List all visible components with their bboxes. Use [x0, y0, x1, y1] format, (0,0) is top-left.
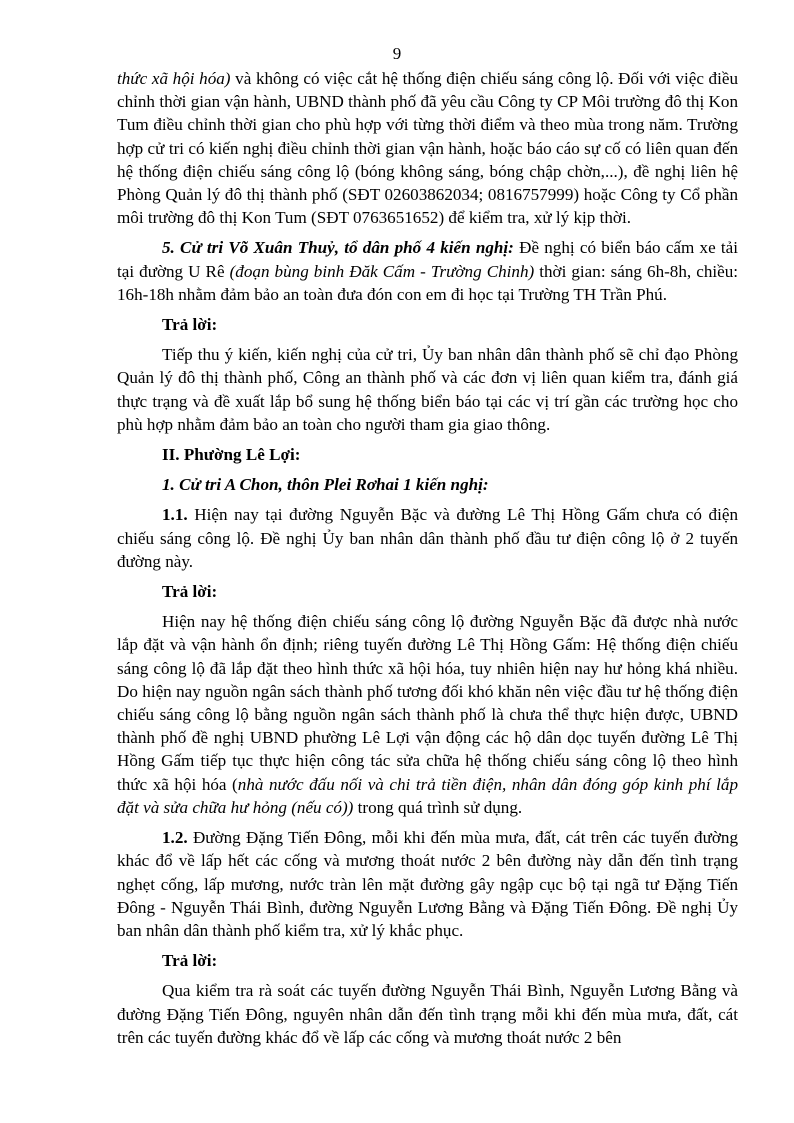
- answer-5-label: Trả lời:: [162, 315, 218, 335]
- page-body: [117, 67, 738, 1049]
- question-1-1-number: 1.1.: [162, 505, 188, 525]
- answer-1-1: [117, 610, 738, 819]
- question-1-1: [117, 503, 738, 573]
- intro-italic: thức xã hội hóa): [117, 69, 231, 88]
- answer-1-1-text-1: Hiện nay hệ thống điện chiếu sáng công lộ đường Nguyễn Bặc đã được nhà nước lắp đặt và vận hành ổn định; riêng tuyến đường Lê Thị Hồng Gấm: Hệ thống điện chiếu sáng công lộ đã lắp đặt theo hình thức xã hội hóa, tuy nhiên hiện nay hư hỏng khá nhiều. Do hiện nay nguồn ngân sách thành phố tương đối khó khăn nên việc đầu tư hệ thống điện chiếu sáng công lộ bằng nguồn ngân sách thành phố là chưa thể thực hiện được, UBND thành phố đề nghị UBND phường Lê Lợi vận động các hộ dân dọc tuyến đường Lê Thị Hồng Gấm tiếp tục thực hiện công tác sửa chữa hệ thống chiếu sáng công lộ theo hình thức xã hội hóa (: [117, 612, 738, 794]
- question-1-2-text: Đường Đặng Tiến Đông, mỗi khi đến mùa mưa, đất, cát trên các tuyến đường khác đổ về lấp hết các cống và mương thoát nước 2 bên đường này dẫn đến tình trạng nghẹt cống, lấp mương, nước tràn lên mặt đường gây ngập cục bộ tại ngã tư Đặng Tiến Đông - Nguyễn Thái Bình, đường Nguyễn Lương Bằng và Đặng Tiến Đông. Đề nghị Ủy ban nhân dân thành phố kiểm tra, xử lý khắc phục.: [117, 828, 738, 940]
- question-5-italic: (đoạn bùng binh Đăk Cấm - Trường Chinh): [229, 261, 535, 281]
- question-1-2: [117, 826, 738, 942]
- question-5-text-1: Đề nghị có biển báo cấm xe tải tại đường U Rê: [117, 238, 738, 281]
- answer-1-2-label: Trả lời:: [162, 951, 218, 971]
- question-5: [117, 236, 738, 306]
- answer-1-2: Qua kiểm tra rà soát các tuyến đường Nguyễn Thái Bình, Nguyễn Lương Bằng và đường Đặng Tiến Đông, nguyên nhân dẫn đến tình trạng mỗi khi đến mùa mưa, đất, cát trên các tuyến đường khác đổ về lấp các cống và mương thoát nước 2 bên: [117, 981, 738, 1047]
- question-5-text-2: thời gian: sáng 6h-8h, chiều: 16h-18h nhằm đảm bảo an toàn đưa đón con em đi học tại Trường TH Trần Phú.: [117, 261, 738, 304]
- question-1-2-number: 1.2.: [162, 828, 188, 848]
- answer-5: Tiếp thu ý kiến, kiến nghị của cử tri, Ủy ban nhân dân thành phố sẽ chỉ đạo Phòng Quản lý đô thị thành phố, Công an thành phố và các đơn vị liên quan kiểm tra, đánh giá thực trạng và đề xuất lắp bổ sung hệ thống biển báo tại các vị trí gần các trường học cho phù hợp nhằm đảm bảo an toàn cho người tham gia giao thông.: [117, 345, 738, 434]
- question-5-lead: 5. Cử tri Võ Xuân Thuỷ, tổ dân phố 4 kiến nghị:: [162, 238, 514, 258]
- answer-1-1-label: Trả lời:: [162, 582, 218, 602]
- question-1-heading: 1. Cử tri A Chon, thôn Plei Rơhai 1 kiến nghị:: [162, 475, 489, 495]
- answer-1-1-italic: nhà nước đấu nối và chi trả tiền điện, nhân dân đóng góp kinh phí lắp đặt và sửa chữa hư hỏng (nếu có)): [117, 774, 738, 817]
- intro-text: và không có việc cắt hệ thống điện chiếu sáng công lộ. Đối với việc điều chỉnh thời gian vận hành, UBND thành phố đã yêu cầu Công ty CP Môi trường đô thị Kon Tum điều chỉnh thời gian cho phù hợp với từng thời điểm và theo mùa trong năm. Trường hợp cử tri có kiến nghị điều chỉnh thời gian vận hành, hoặc báo cáo sự cố có liên quan đến hệ thống điện chiếu sáng công lộ (bóng không sáng, bóng chập chờn,...), đề nghị liên hệ Phòng Quản lý đô thị thành phố (SĐT 02603862034; 0816757999) hoặc Công ty Cổ phần môi trường đô thị Kon Tum (SĐT 0763651652) để kiểm tra, xử lý kịp thời.: [117, 69, 738, 228]
- page-number: 9: [392, 44, 402, 63]
- question-1-1-text: Hiện nay tại đường Nguyễn Bặc và đường Lê Thị Hồng Gấm chưa có điện chiếu sáng công lộ. Đề nghị Ủy ban nhân dân thành phố đầu tư điện công lộ ở 2 tuyến đường này.: [117, 505, 738, 571]
- section-2-heading: II. Phường Lê Lợi:: [162, 445, 301, 465]
- answer-1-1-text-2: trong quá trình sử dụng.: [353, 797, 523, 817]
- intro-paragraph: [117, 67, 738, 229]
